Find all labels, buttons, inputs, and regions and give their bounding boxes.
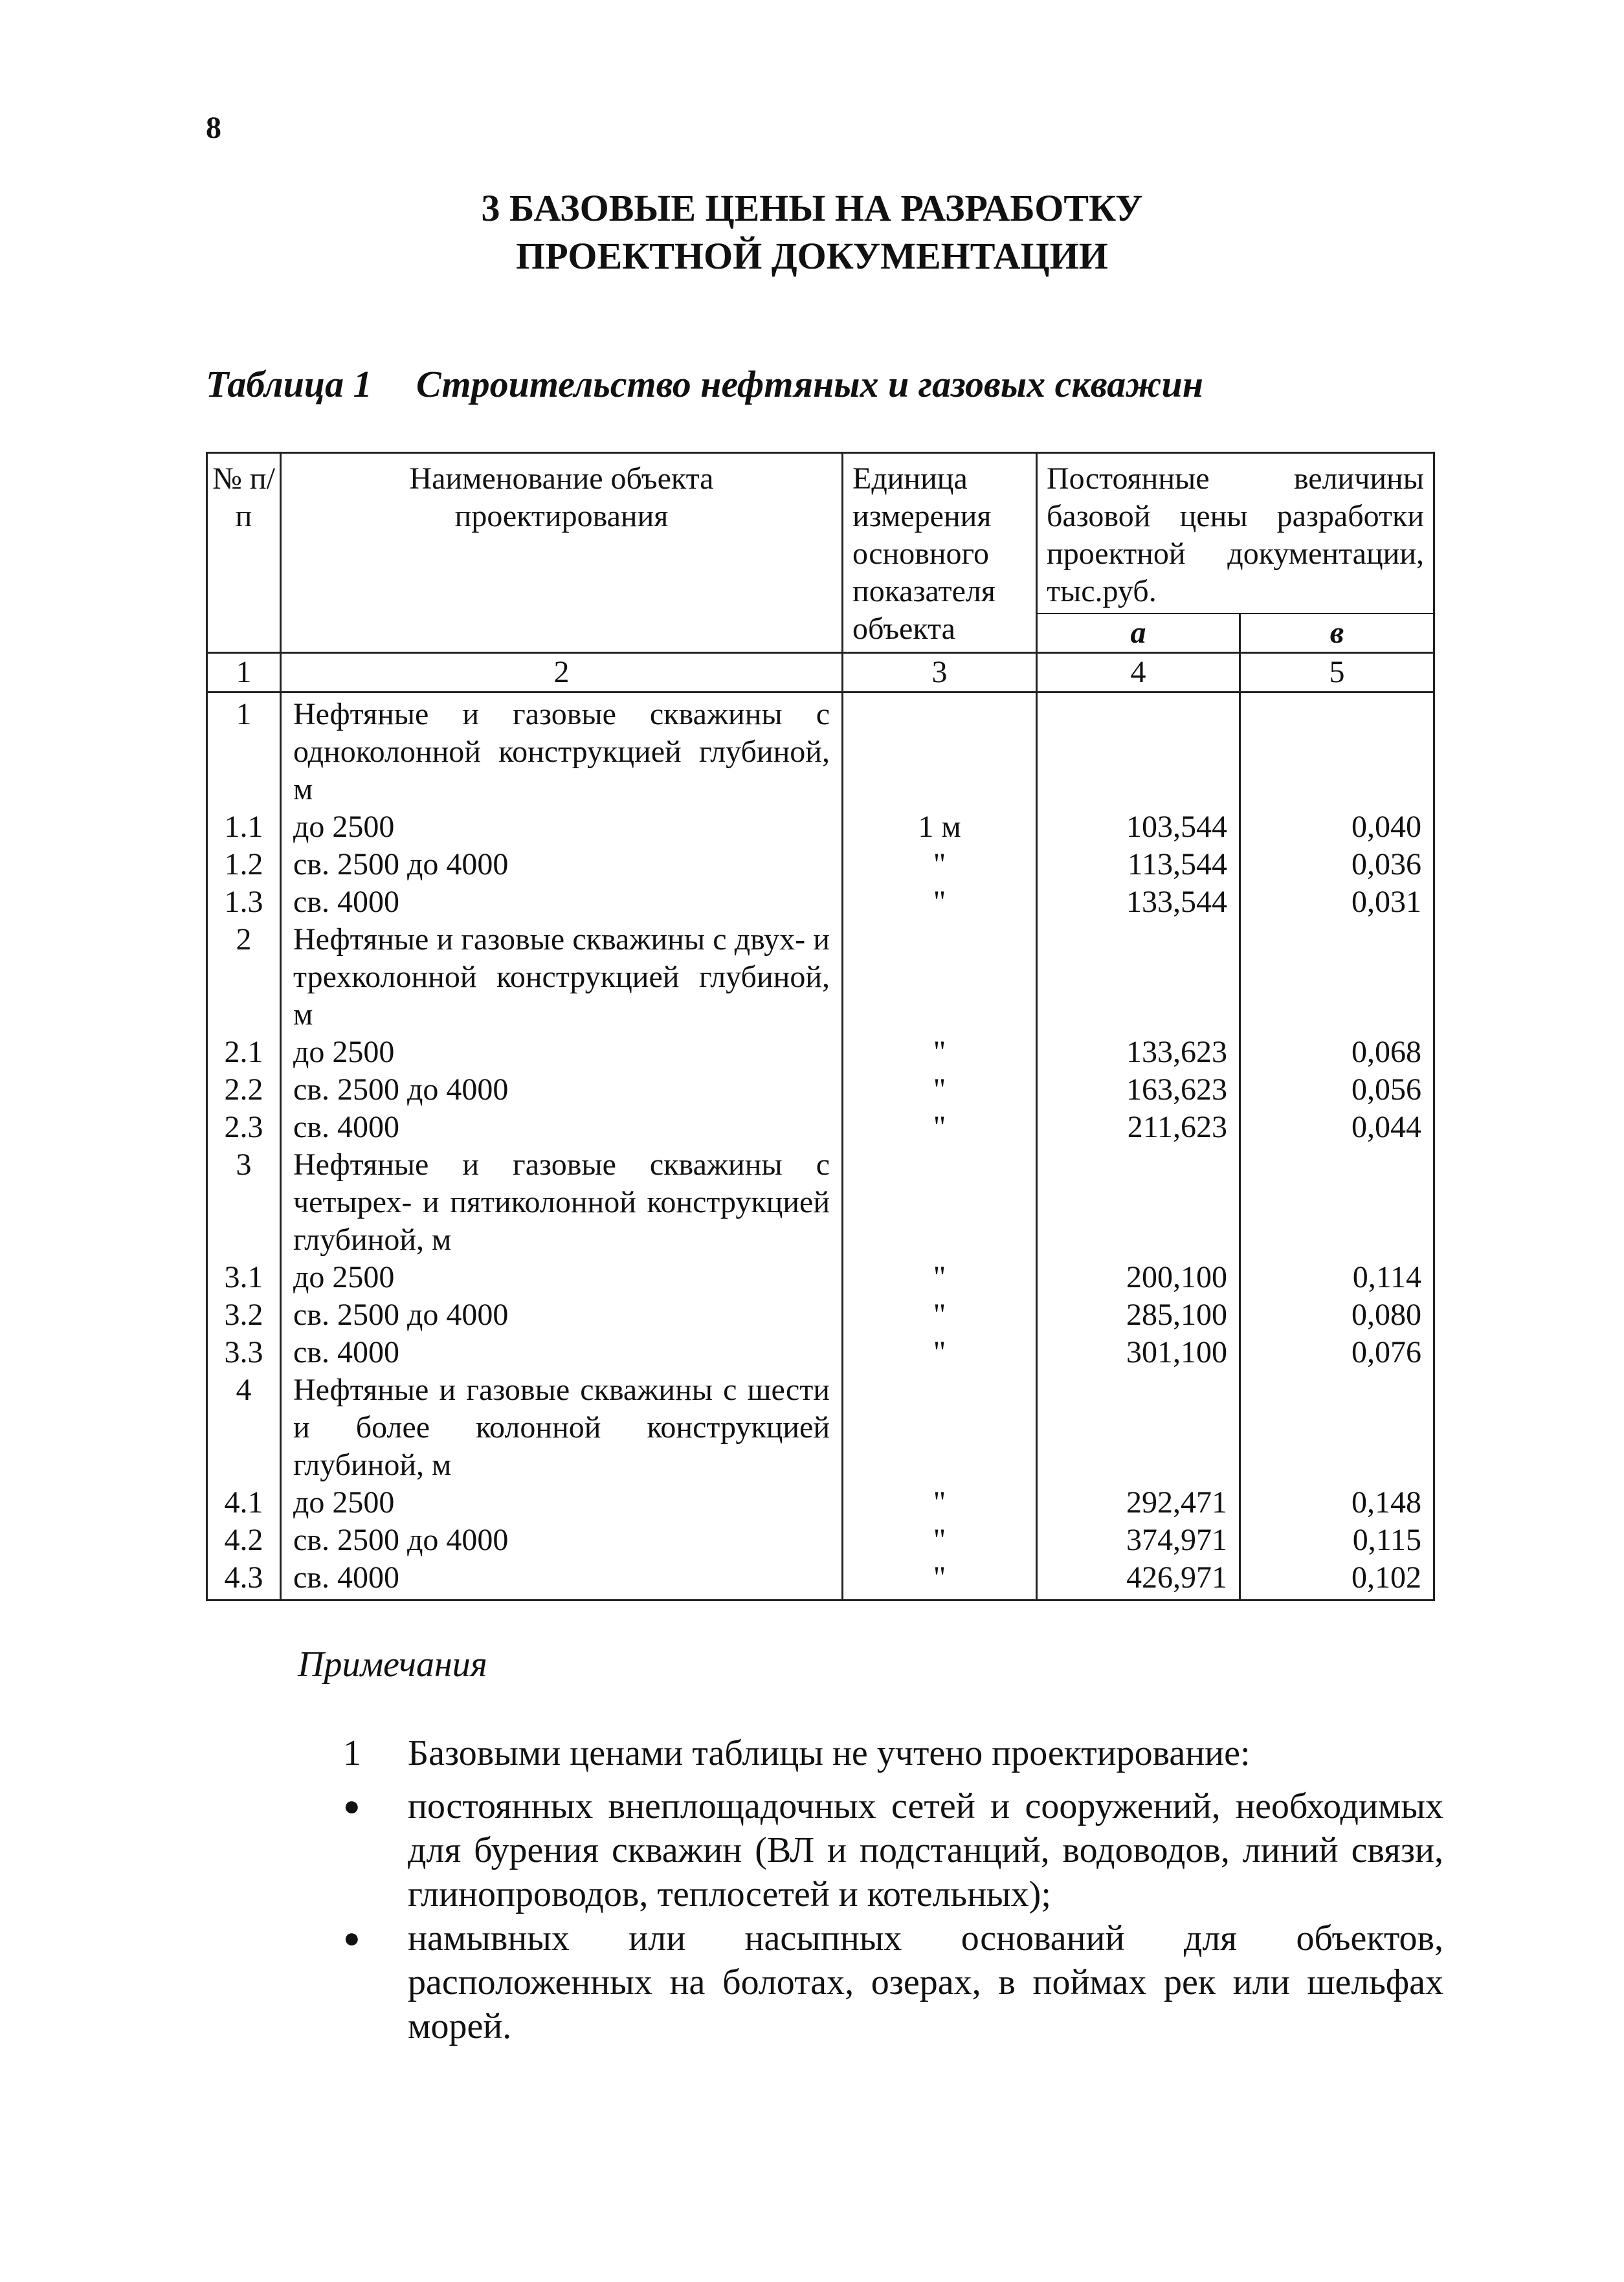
row-value-b-cell: 0,115 — [1240, 1522, 1434, 1559]
table-row — [207, 1484, 1434, 1522]
row-value-a-cell: 426,971 — [1037, 1559, 1240, 1601]
row-value-b-cell — [1240, 921, 1434, 1034]
row-value-a-cell: 133,623 — [1037, 1034, 1240, 1071]
table-caption — [206, 362, 1203, 406]
column-number: 1 — [207, 653, 281, 692]
table-row — [207, 1559, 1434, 1601]
row-name-cell: Нефтяные и газовые скважины с четырех- и пятиколонной конструкцией глубиной, м — [281, 1146, 843, 1259]
column-number: 3 — [843, 653, 1037, 692]
row-num-cell: 3.2 — [207, 1296, 281, 1334]
row-value-b-cell: 0,044 — [1240, 1109, 1434, 1146]
note-text: постоянных внеплощадочных сетей и сооружений, необходимых для бурения скважин (ВЛ и подстанций, водоводов, линий связи, глинопроводов, теплосетей и котельных); — [408, 1786, 1443, 1914]
row-value-b-cell: 0,148 — [1240, 1484, 1434, 1522]
row-name-cell: Нефтяные и газовые скважины с одноколонной конструкцией глубиной, м — [281, 692, 843, 809]
notes-list — [343, 1731, 1443, 2048]
note-item — [343, 1784, 1443, 1916]
row-unit-cell: " — [843, 1259, 1037, 1296]
row-name-cell: св. 2500 до 4000 — [281, 1071, 843, 1109]
row-value-b-cell: 0,031 — [1240, 883, 1434, 921]
table-row — [207, 1034, 1434, 1071]
row-name-cell: до 2500 — [281, 808, 843, 846]
row-value-b-cell: 0,102 — [1240, 1559, 1434, 1601]
row-name-cell: св. 2500 до 4000 — [281, 1522, 843, 1559]
note-item — [343, 1916, 1443, 2048]
header-price: Постоянные величины базовой цены разработки проектной документации, тыс.руб. — [1037, 453, 1434, 614]
note-text: Базовыми ценами таблицы не учтено проектирование: — [408, 1733, 1251, 1773]
row-unit-cell: " — [843, 1334, 1037, 1371]
header-row — [207, 453, 1434, 614]
note-text: намывных или насыпных оснований для объектов, расположенных на болотах, озерах, в поймах рек или шельфах морей. — [408, 1918, 1443, 2046]
table-caption-label: Таблица 1 — [206, 363, 372, 405]
row-num-cell: 4 — [207, 1371, 281, 1484]
row-num-cell: 3 — [207, 1146, 281, 1259]
page-number: 8 — [206, 111, 221, 145]
row-value-b-cell: 0,056 — [1240, 1071, 1434, 1109]
row-unit-cell — [843, 1371, 1037, 1484]
row-unit-cell: " — [843, 1296, 1037, 1334]
row-num-cell: 4.1 — [207, 1484, 281, 1522]
row-value-a-cell: 113,544 — [1037, 846, 1240, 883]
row-value-a-cell: 200,100 — [1037, 1259, 1240, 1296]
row-unit-cell — [843, 1146, 1037, 1259]
row-name-cell: до 2500 — [281, 1484, 843, 1522]
header-col-a: а — [1037, 614, 1240, 653]
row-unit-cell: " — [843, 846, 1037, 883]
row-unit-cell: " — [843, 1034, 1037, 1071]
table-row — [207, 1522, 1434, 1559]
row-value-b-cell: 0,114 — [1240, 1259, 1434, 1296]
table-row — [207, 692, 1434, 809]
column-number: 5 — [1240, 653, 1434, 692]
row-num-cell: 1.1 — [207, 808, 281, 846]
heading-line-2: ПРОЕКТНОЙ ДОКУМЕНТАЦИИ — [516, 235, 1108, 277]
row-value-b-cell: 0,040 — [1240, 808, 1434, 846]
row-unit-cell — [843, 921, 1037, 1034]
column-number: 4 — [1037, 653, 1240, 692]
row-num-cell: 1.2 — [207, 846, 281, 883]
row-name-cell: до 2500 — [281, 1034, 843, 1071]
notes-title: Примечания — [298, 1645, 487, 1685]
row-unit-cell: " — [843, 1522, 1037, 1559]
note-item — [343, 1731, 1443, 1775]
section-heading — [0, 184, 1624, 280]
row-value-a-cell: 301,100 — [1037, 1334, 1240, 1371]
row-unit-cell: " — [843, 1484, 1037, 1522]
row-value-a-cell — [1037, 1146, 1240, 1259]
row-name-cell: св. 4000 — [281, 1334, 843, 1371]
row-name-cell: св. 4000 — [281, 883, 843, 921]
row-unit-cell — [843, 692, 1037, 809]
table-row — [207, 883, 1434, 921]
row-name-cell: до 2500 — [281, 1259, 843, 1296]
heading-line-1: 3 БАЗОВЫЕ ЦЕНЫ НА РАЗРАБОТКУ — [481, 187, 1143, 229]
row-value-a-cell — [1037, 1371, 1240, 1484]
row-value-a-cell — [1037, 921, 1240, 1034]
row-num-cell: 2.2 — [207, 1071, 281, 1109]
price-table — [206, 452, 1435, 1601]
row-value-b-cell: 0,076 — [1240, 1334, 1434, 1371]
row-num-cell: 2.3 — [207, 1109, 281, 1146]
note-number: 1 — [343, 1733, 361, 1773]
table-row — [207, 1296, 1434, 1334]
row-num-cell: 4.3 — [207, 1559, 281, 1601]
row-name-cell: св. 2500 до 4000 — [281, 846, 843, 883]
row-num-cell: 2 — [207, 921, 281, 1034]
row-value-b-cell — [1240, 692, 1434, 809]
row-name-cell: св. 4000 — [281, 1109, 843, 1146]
row-name-cell: Нефтяные и газовые скважины с двух- и трехколонной конструкцией глубиной, м — [281, 921, 843, 1034]
row-value-a-cell: 285,100 — [1037, 1296, 1240, 1334]
table-row — [207, 921, 1434, 1034]
row-num-cell: 1.3 — [207, 883, 281, 921]
row-unit-cell: " — [843, 1071, 1037, 1109]
row-value-b-cell: 0,080 — [1240, 1296, 1434, 1334]
column-number-row — [207, 653, 1434, 692]
table-row — [207, 1109, 1434, 1146]
row-value-a-cell — [1037, 692, 1240, 809]
row-unit-cell: " — [843, 1109, 1037, 1146]
row-unit-cell: 1 м — [843, 808, 1037, 846]
row-unit-cell: " — [843, 1559, 1037, 1601]
table-row — [207, 1071, 1434, 1109]
row-num-cell: 3.1 — [207, 1259, 281, 1296]
row-value-a-cell: 133,544 — [1037, 883, 1240, 921]
table-row — [207, 1146, 1434, 1259]
table-row — [207, 846, 1434, 883]
row-name-cell: Нефтяные и газовые скважины с шести и более колонной конструкцией глубиной, м — [281, 1371, 843, 1484]
row-value-a-cell: 374,971 — [1037, 1522, 1240, 1559]
row-num-cell: 1 — [207, 692, 281, 809]
row-value-a-cell: 163,623 — [1037, 1071, 1240, 1109]
header-unit: Единица измерения основного показателя объекта — [843, 453, 1037, 653]
bullet-icon: ● — [343, 1790, 361, 1822]
row-unit-cell: " — [843, 883, 1037, 921]
row-value-b-cell — [1240, 1371, 1434, 1484]
table-row — [207, 1371, 1434, 1484]
row-num-cell: 4.2 — [207, 1522, 281, 1559]
row-value-b-cell — [1240, 1146, 1434, 1259]
row-name-cell: св. 2500 до 4000 — [281, 1296, 843, 1334]
column-number: 2 — [281, 653, 843, 692]
table-body — [207, 692, 1434, 1601]
table-row — [207, 1334, 1434, 1371]
row-value-b-cell: 0,036 — [1240, 846, 1434, 883]
bullet-icon: ● — [343, 1922, 361, 1954]
table-row — [207, 808, 1434, 846]
row-value-a-cell: 103,544 — [1037, 808, 1240, 846]
table-row — [207, 1259, 1434, 1296]
header-col-b: в — [1240, 614, 1434, 653]
header-name: Наименование объекта проектирования — [281, 453, 843, 653]
row-num-cell: 3.3 — [207, 1334, 281, 1371]
row-value-a-cell: 211,623 — [1037, 1109, 1240, 1146]
row-value-a-cell: 292,471 — [1037, 1484, 1240, 1522]
row-num-cell: 2.1 — [207, 1034, 281, 1071]
table-caption-title: Строительство нефтяных и газовых скважин — [416, 363, 1203, 405]
row-name-cell: св. 4000 — [281, 1559, 843, 1601]
header-num: № п/п — [207, 453, 281, 653]
row-value-b-cell: 0,068 — [1240, 1034, 1434, 1071]
